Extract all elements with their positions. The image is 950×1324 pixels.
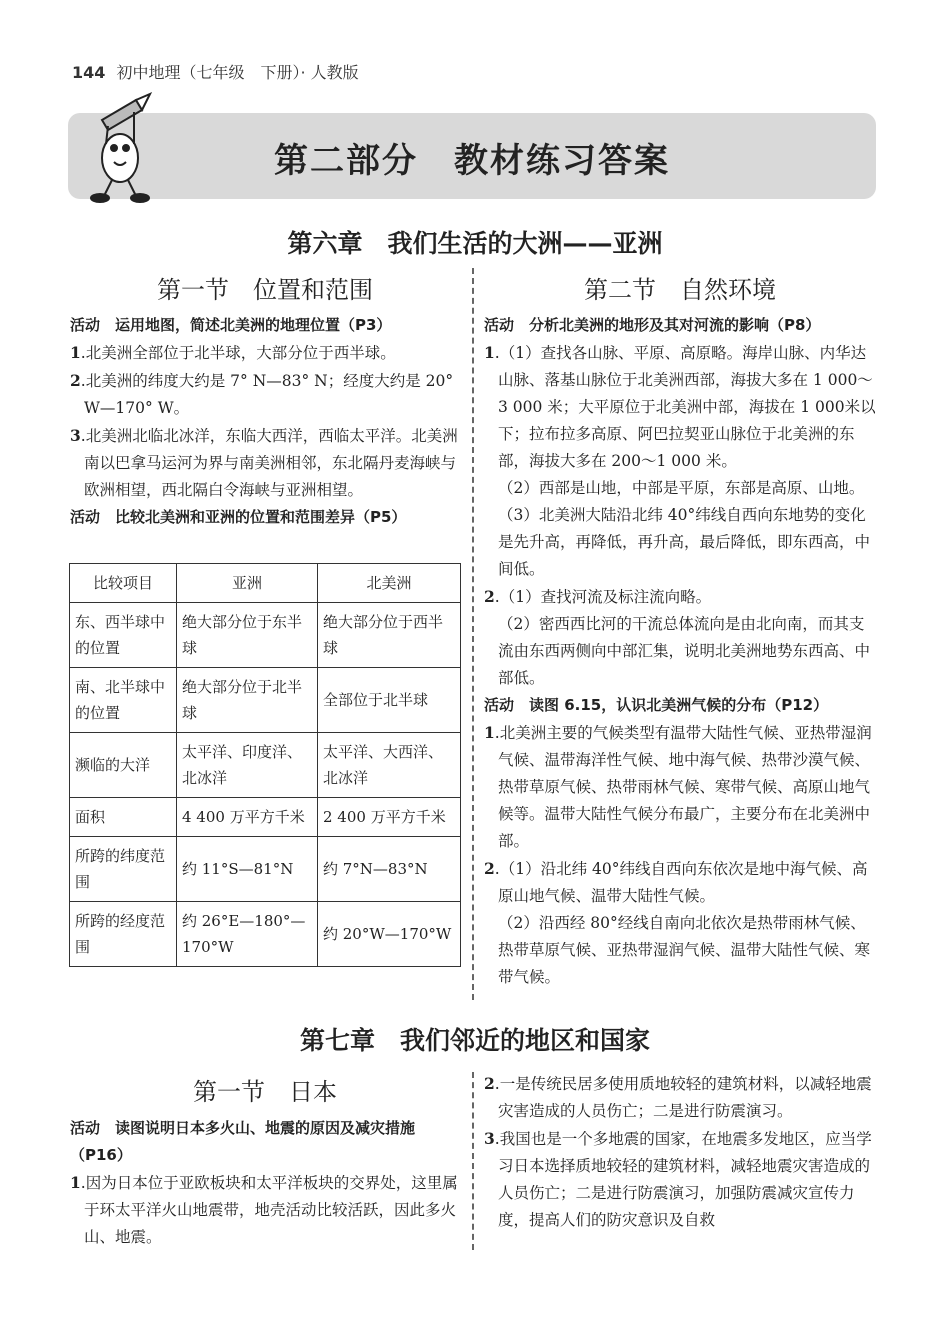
table-cell: 2 400 万平方千米 [318, 798, 461, 837]
answer-subitem: （3）北美洲大陆沿北纬 40°纬线自西向东地势的变化是先升高，再降低，再升高，最后降低，即东西高，中间低。 [498, 506, 871, 578]
table-row [70, 798, 461, 837]
table-cell: 面积 [70, 798, 177, 837]
table-cell: 南、北半球中的位置 [70, 668, 177, 733]
page-header [72, 60, 359, 83]
activity-heading: 活动 运用地图，简述北美洲的地理位置（P3） [70, 316, 392, 334]
table-cell: 所跨的经度范围 [70, 902, 177, 967]
activity-heading: 活动 比较北美洲和亚洲的位置和范围差异（P5） [70, 508, 407, 526]
answer-item: 1.北美洲主要的气候类型有温带大陆性气候、亚热带湿润气候、温带海洋性气候、地中海气候、热带沙漠气候、热带草原气候、热带雨林气候、寒带气候、高原山地气候等。温带大陆性气候分布最广，主要分布在北美洲中部。 [484, 723, 872, 850]
table-row [70, 603, 461, 668]
answer-item: 3.北美洲北临北冰洋，东临大西洋，西临太平洋。北美洲南以巴拿马运河为界与南美洲相邻，东北隔丹麦海峡与欧洲相望，西北隔白令海峡与亚洲相望。 [70, 426, 458, 499]
book-title: 初中地理（七年级 下册）· 人教版 [116, 63, 359, 82]
table-cell: 太平洋、大西洋、北冰洋 [318, 733, 461, 798]
chapter7-title: 第七章 我们邻近的地区和国家 [299, 1026, 650, 1055]
answer-item: 1.北美洲全部位于北半球，大部分位于西半球。 [70, 343, 396, 362]
table-cell: 绝大部分位于北半球 [177, 668, 318, 733]
ch7-sec1-body-left [70, 1115, 460, 1251]
ch7-sec1-body-right [484, 1070, 876, 1234]
answer-item: 2.（1）查找河流及标注流向略。 [484, 587, 712, 606]
answer-subitem: （2）密西西比河的干流总体流向是由北向南，而其支流由东西两侧向中部汇集，说明北美洲地势东西高、中部低。 [498, 615, 871, 687]
part-banner [68, 113, 876, 199]
table-cell: 濒临的大洋 [70, 733, 177, 798]
table-header-row [70, 564, 461, 603]
table-cell: 所跨的纬度范围 [70, 837, 177, 902]
activity-heading: 活动 读图说明日本多火山、地震的原因及减灾措施（P16） [70, 1119, 416, 1164]
answer-subitem: （2）西部是山地，中部是平原，东部是高原、山地。 [498, 479, 865, 497]
answer-item: 2.北美洲的纬度大约是 7° N—83° N；经度大约是 20° W—170° W。 [70, 371, 454, 417]
activity-heading: 活动 分析北美洲的地形及其对河流的影响（P8） [484, 316, 821, 334]
activity-heading: 活动 读图 6.15，认识北美洲气候的分布（P12） [484, 696, 829, 714]
table-header-cell: 北美洲 [318, 564, 461, 603]
table-cell: 约 7°N—83°N [318, 837, 461, 902]
chapter6-title: 第六章 我们生活的大洲——亚洲 [287, 229, 663, 258]
pencil-mascot-icon [84, 92, 164, 204]
table-cell: 太平洋、印度洋、北冰洋 [177, 733, 318, 798]
table-cell: 约 26°E—180°—170°W [177, 902, 318, 967]
table-header-cell: 亚洲 [177, 564, 318, 603]
table-row [70, 668, 461, 733]
answer-item: 2.一是传统民居多使用质地较轻的建筑材料，以减轻地震灾害造成的人员伤亡；二是进行防震演习。 [484, 1074, 872, 1120]
table-row [70, 837, 461, 902]
table-row [70, 902, 461, 967]
answer-item: 3.我国也是一个多地震的国家，在地震多发地区，应当学习日本选择质地较轻的建筑材料，减轻地震灾害造成的人员伤亡；二是进行防震演习，加强防震减灾宣传力度，提高人们的防灾意识及自救 [484, 1129, 872, 1229]
table-cell: 东、西半球中的位置 [70, 603, 177, 668]
table-header-cell: 比较项目 [70, 564, 177, 603]
table-cell: 4 400 万平方千米 [177, 798, 318, 837]
column-divider [472, 268, 474, 1000]
ch6-sec1-body [70, 312, 460, 531]
ch6-sec1-title: 第一节 位置和范围 [157, 276, 373, 304]
page-number: 144 [72, 63, 106, 82]
table-cell: 全部位于北半球 [318, 668, 461, 733]
column-divider [472, 1072, 474, 1250]
answer-item: 1.因为日本位于亚欧板块和太平洋板块的交界处，这里属于环太平洋火山地震带，地壳活动比较活跃，因此多火山、地震。 [70, 1173, 458, 1246]
answer-item: 1.（1）查找各山脉、平原、高原略。海岸山脉、内华达山脉、落基山脉位于北美洲西部，海拔大多在 1 000～3 000 米；大平原位于北美洲中部，海拔在 1 000米以下；拉布拉多高原、阿巴拉契亚山脉位于北美洲的东部，海拔大多在 200～1 000 米。 [484, 343, 876, 470]
comparison-table [69, 563, 461, 967]
answer-item: 2.（1）沿北纬 40°纬线自西向东依次是地中海气候、高原山地气候、温带大陆性气候。 [484, 859, 868, 905]
part-title: 第二部分 教材练习答案 [274, 141, 670, 181]
table-cell: 约 20°W—170°W [318, 902, 461, 967]
ch7-sec1-title: 第一节 日本 [193, 1078, 337, 1106]
answer-subitem: （2）沿西经 80°经线自南向北依次是热带雨林气候、热带草原气候、亚热带湿润气候、温带大陆性气候、寒带气候。 [498, 914, 871, 986]
table-cell: 绝大部分位于东半球 [177, 603, 318, 668]
ch6-sec2-body [484, 312, 876, 991]
table-cell: 约 11°S—81°N [177, 837, 318, 902]
ch6-sec2-title: 第二节 自然环境 [584, 276, 776, 304]
table-cell: 绝大部分位于西半球 [318, 603, 461, 668]
table-row [70, 733, 461, 798]
